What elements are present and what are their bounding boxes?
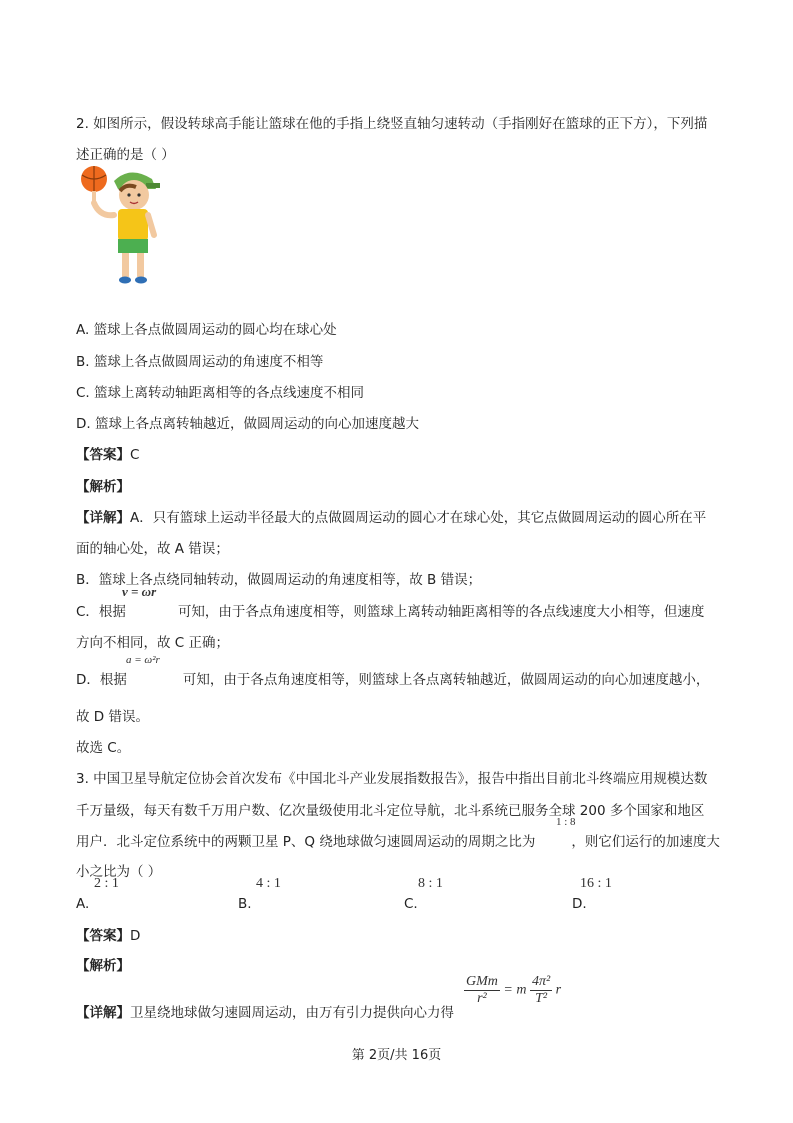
q2-option-c: C. 篮球上离转动轴距离相等的各点线速度不相同 — [76, 385, 365, 401]
q3-option-c-value: 8 : 1 — [418, 876, 443, 891]
detail-line6-prefix: D．根据 — [76, 672, 127, 688]
formula-lhs-numerator: GMm — [466, 974, 498, 989]
formula-rhs-numerator: 4π² — [531, 974, 551, 989]
q2-answer — [76, 445, 139, 465]
boy-spinning-basketball-illustration — [74, 163, 164, 287]
detail-tag: 【详解】 — [76, 510, 130, 526]
q3-detail-line1 — [76, 1003, 454, 1023]
q3-option-d-letter: D. — [572, 896, 587, 912]
detail-tag: 【详解】 — [76, 1005, 130, 1021]
q2-detail-line2: 面的轴心处，故 A 错误； — [76, 541, 229, 557]
formula-tail: r — [555, 982, 562, 998]
q3-answer — [76, 926, 140, 946]
q3-stem-line2: 千万量级，每天有数千万用户数、亿次量级使用北斗定位导航，北斗系统已服务全球 200 多个国家和地区 — [76, 803, 705, 819]
stem-line3-suffix: ，则它们运行的加速度大 — [571, 834, 720, 850]
stem-line3-prefix: 用户．北斗定位系统中的两颗卫星 P、Q 绕地球做匀速圆周运动的周期之比为 — [76, 834, 536, 850]
answer-tag: 【答案】 — [76, 447, 130, 463]
q3-stem-line3 — [76, 832, 720, 852]
q2-option-d: D. 篮球上各点离转轴越近，做圆周运动的向心加速度越大 — [76, 416, 419, 432]
answer-value: C — [130, 447, 140, 463]
q2-analysis-tag: 【解析】 — [76, 479, 130, 495]
answer-tag: 【答案】 — [76, 928, 130, 944]
q3-given-ratio: 1 : 8 — [556, 816, 576, 828]
answer-value: D — [130, 928, 141, 944]
detail-line4-suffix: 可知，由于各点角速度相等，则篮球上离转动轴距离相等的各点线速度大小相等，但速度 — [177, 604, 705, 620]
q2-detail-line4 — [76, 602, 704, 622]
q3-option-a-value: 2 : 1 — [94, 876, 119, 891]
page-footer: 第 2页/共 16页 — [351, 1048, 442, 1063]
q3-option-b-value: 4 : 1 — [256, 876, 281, 891]
q3-option-a-letter: A. — [76, 896, 90, 912]
q3-analysis-tag: 【解析】 — [76, 958, 130, 974]
formula-lhs-denominator: r² — [477, 991, 487, 1006]
q2-detail-line6 — [76, 670, 709, 690]
detail-text: A．只有篮球上运动半径最大的点做圆周运动的圆心才在球心处，其它点做圆周运动的圆心所在平 — [130, 510, 707, 526]
q2-stem-line1: 2. 如图所示，假设转球高手能让篮球在他的手指上绕竖直轴匀速转动（手指刚好在篮球的正下方），下列描 — [76, 116, 708, 132]
q3-stem-line4: 小之比为（ ） — [76, 864, 162, 880]
q2-detail-line1 — [76, 508, 706, 528]
formula-v-omega-r: v = ωr — [122, 584, 157, 599]
detail-text: 卫星绕地球做匀速圆周运动，由万有引力提供向心力得 — [130, 1005, 454, 1021]
formula-equals: = m — [503, 982, 527, 998]
q2-stem-line2: 述正确的是（ ） — [76, 147, 175, 163]
q3-option-d-value: 16 : 1 — [580, 876, 612, 891]
formula-a-omega2-r: a = ω²r — [126, 654, 160, 666]
q3-option-c-letter: C. — [404, 896, 418, 912]
q2-detail-line7: 故 D 错误。 — [76, 709, 149, 725]
detail-line6-suffix: 可知，由于各点角速度相等，则篮球上各点离转轴越近，做圆周运动的向心加速度越小， — [182, 672, 710, 688]
formula-rhs-denominator: T² — [535, 991, 548, 1006]
formula-rhs-fraction — [530, 974, 552, 1007]
q2-detail-line3: B．篮球上各点绕同轴转动，做圆周运动的角速度相等，故 B 错误； — [76, 572, 482, 588]
q2-detail-line5: 方向不相同，故 C 正确； — [76, 635, 230, 651]
q3-option-b-letter: B. — [238, 896, 252, 912]
q2-option-a: A. 篮球上各点做圆周运动的圆心均在球心处 — [76, 322, 337, 338]
q2-option-b: B. 篮球上各点做圆周运动的角速度不相等 — [76, 354, 324, 370]
gravitation-formula — [464, 974, 561, 1007]
q2-conclusion: 故选 C。 — [76, 740, 131, 756]
formula-lhs-fraction — [464, 974, 500, 1007]
q3-stem-line1: 3. 中国卫星导航定位协会首次发布《中国北斗产业发展指数报告》，报告中指出目前北斗终端应用规模达数 — [76, 771, 708, 787]
detail-line4-prefix: C．根据 — [76, 604, 126, 620]
